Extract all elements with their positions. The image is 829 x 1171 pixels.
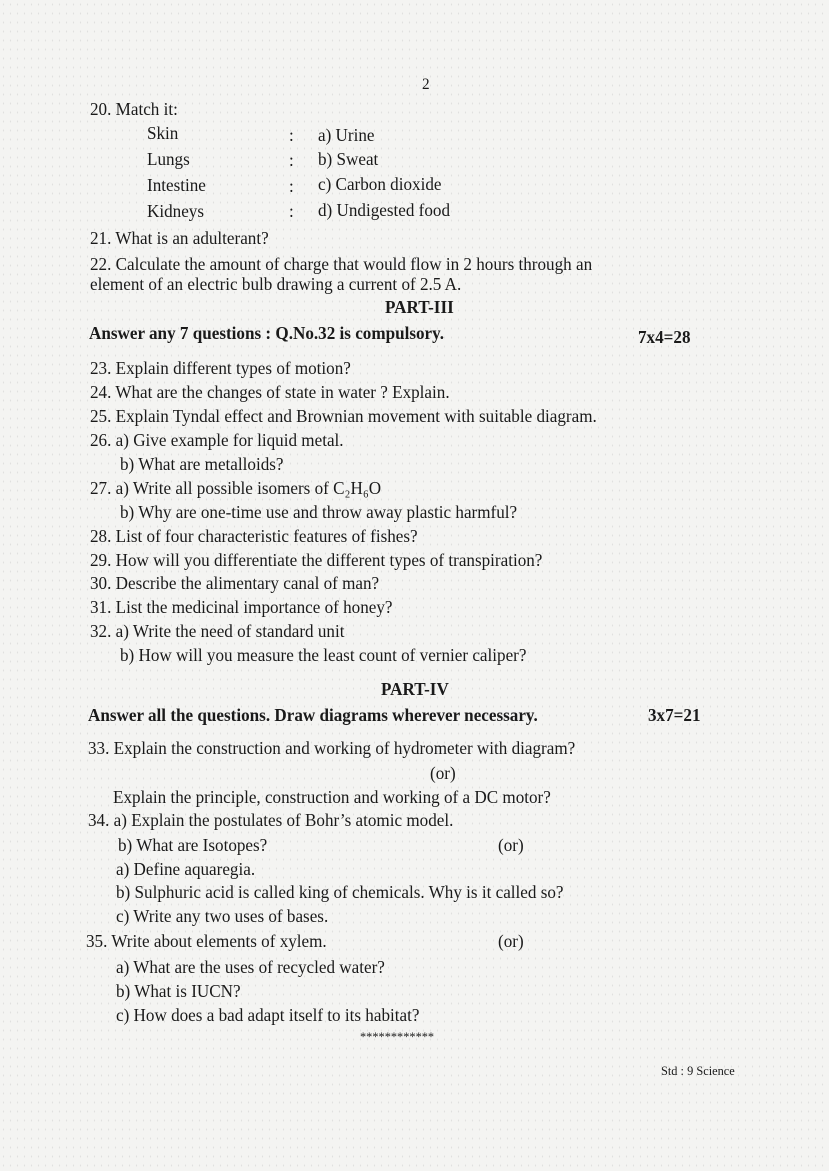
question-33-alt: Explain the principle, construction and working of a DC motor? bbox=[113, 787, 551, 807]
question: 24. What are the changes of state in water ? Explain. bbox=[90, 382, 450, 402]
question-35-alt-c: c) How does a bad adapt itself to its habitat? bbox=[116, 1005, 420, 1025]
match-sep: : bbox=[289, 201, 294, 221]
question: 30. Describe the alimentary canal of man? bbox=[90, 573, 380, 593]
match-sep: : bbox=[289, 150, 294, 170]
question: 28. List of four characteristic features of fishes? bbox=[90, 526, 418, 546]
question-34-alt-a: a) Define aquaregia. bbox=[116, 859, 256, 879]
or-separator: (or) bbox=[498, 931, 524, 951]
part4-title: PART-IV bbox=[381, 679, 449, 699]
footer-std: Std : 9 Science bbox=[661, 1063, 735, 1078]
question: 27. a) Write all possible isomers of C₂H₆O bbox=[90, 478, 382, 498]
question-22-cont: element of an electric bulb drawing a current of 2.5 A. bbox=[90, 274, 462, 294]
question-34b: b) What are Isotopes? bbox=[118, 835, 268, 855]
question-35-alt-a: a) What are the uses of recycled water? bbox=[116, 957, 385, 977]
part3-instruction: Answer any 7 questions : Q.No.32 is compulsory. bbox=[89, 323, 445, 343]
part4-instruction: Answer all the questions. Draw diagrams wherever necessary. bbox=[88, 705, 538, 725]
match-left: Skin bbox=[147, 123, 179, 143]
question: 31. List the medicinal importance of honey? bbox=[90, 597, 393, 617]
match-right: b) Sweat bbox=[318, 149, 379, 169]
match-left: Lungs bbox=[147, 149, 190, 169]
question-34-alt-c: c) Write any two uses of bases. bbox=[116, 906, 329, 926]
match-right: a) Urine bbox=[318, 125, 375, 145]
question-22: 22. Calculate the amount of charge that would flow in 2 hours through an bbox=[90, 254, 593, 274]
question: b) What are metalloids? bbox=[120, 454, 284, 474]
or-separator: (or) bbox=[498, 835, 524, 855]
match-sep: : bbox=[289, 176, 294, 196]
question-20: 20. Match it: bbox=[90, 99, 178, 119]
question-35-alt-b: b) What is IUCN? bbox=[116, 981, 241, 1001]
question-21: 21. What is an adulterant? bbox=[90, 228, 269, 248]
question: 25. Explain Tyndal effect and Brownian movement with suitable diagram. bbox=[90, 406, 597, 426]
end-marker: ************ bbox=[360, 1029, 435, 1044]
match-right: d) Undigested food bbox=[318, 200, 451, 220]
question: b) Why are one-time use and throw away plastic harmful? bbox=[120, 502, 518, 522]
question-34-alt-b: b) Sulphuric acid is called king of chemicals. Why is it called so? bbox=[116, 882, 564, 902]
match-sep: : bbox=[289, 125, 294, 145]
question-33: 33. Explain the construction and working of hydrometer with diagram? bbox=[88, 738, 576, 758]
question: 26. a) Give example for liquid metal. bbox=[90, 430, 344, 450]
match-left: Intestine bbox=[147, 175, 206, 195]
question: 32. a) Write the need of standard unit bbox=[90, 621, 345, 641]
part3-title: PART-III bbox=[385, 297, 454, 317]
question-35: 35. Write about elements of xylem. bbox=[86, 931, 327, 951]
match-left: Kidneys bbox=[147, 201, 204, 221]
question: 29. How will you differentiate the different types of transpiration? bbox=[90, 550, 543, 570]
question: 23. Explain different types of motion? bbox=[90, 358, 351, 378]
match-right: c) Carbon dioxide bbox=[318, 174, 442, 194]
part3-marks: 7x4=28 bbox=[638, 327, 691, 347]
part4-marks: 3x7=21 bbox=[648, 705, 701, 725]
question: b) How will you measure the least count of vernier caliper? bbox=[120, 645, 527, 665]
page-number: 2 bbox=[422, 76, 430, 93]
question-34a: 34. a) Explain the postulates of Bohr’s atomic model. bbox=[88, 810, 454, 830]
or-separator: (or) bbox=[430, 763, 456, 783]
